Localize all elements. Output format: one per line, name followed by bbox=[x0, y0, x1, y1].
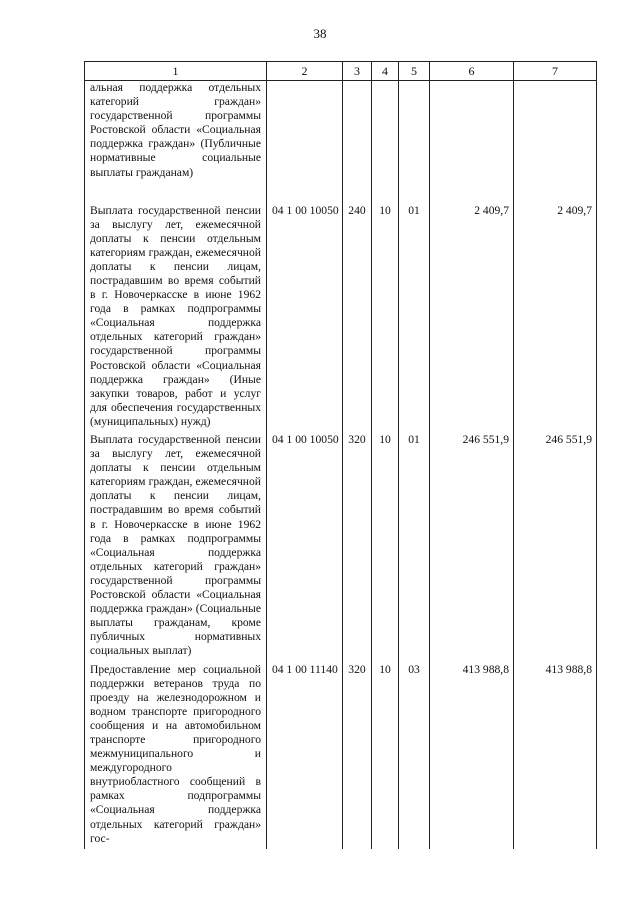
row-amount-1 bbox=[430, 81, 514, 203]
column-header: 5 bbox=[399, 62, 430, 81]
row-expense-type: 240 bbox=[343, 203, 372, 433]
row-expense-type: 320 bbox=[343, 662, 372, 849]
row-target-code: 04 1 00 10050 bbox=[267, 432, 343, 662]
row-amount-2: 2 409,7 bbox=[514, 203, 597, 433]
row-description: Предоставление мер социальной поддержки ветеранов труда по проезду на железнодорожном и водном транспорте пригородного сообщения и на автомобильном транспорте пригородного межмуниципального и междугородного внутриобластного сообщений в рамках подпрограммы «Социальная поддержка отдельных категорий граждан» гос- bbox=[85, 662, 267, 849]
column-header: 6 bbox=[430, 62, 514, 81]
column-header: 7 bbox=[514, 62, 597, 81]
column-header: 2 bbox=[267, 62, 343, 81]
row-description: альная поддержка отдельных категорий граждан» государственной программы Ростовской области «Социальная поддержка граждан» (Публичные нормативные социальные выплаты гражданам) bbox=[85, 81, 267, 203]
row-subsection: 03 bbox=[399, 662, 430, 849]
row-section: 10 bbox=[372, 662, 399, 849]
budget-table bbox=[84, 61, 597, 849]
table-row bbox=[85, 203, 597, 433]
row-expense-type bbox=[343, 81, 372, 203]
column-header: 4 bbox=[372, 62, 399, 81]
row-target-code: 04 1 00 11140 bbox=[267, 662, 343, 849]
row-amount-1: 246 551,9 bbox=[430, 432, 514, 662]
row-amount-2: 413 988,8 bbox=[514, 662, 597, 849]
row-description: Выплата государственной пенсии за выслугу лет, ежемесячной доплаты к пенсии отдельным категориям граждан, ежемесячной доплаты к пенсии лицам, пострадавшим во время событий в г. Новочеркасске в июне 1962 года в рамках подпрограммы «Социальная поддержка отдельных категорий граждан» государственной программы Ростовской области «Социальная поддержка граждан» (Социальные выплаты гражданам, кроме публичных нормативных социальных выплат) bbox=[85, 432, 267, 662]
table-row bbox=[85, 662, 597, 849]
row-amount-2 bbox=[514, 81, 597, 203]
row-section: 10 bbox=[372, 203, 399, 433]
row-subsection bbox=[399, 81, 430, 203]
row-amount-2: 246 551,9 bbox=[514, 432, 597, 662]
table-row bbox=[85, 81, 597, 203]
column-header: 1 bbox=[85, 62, 267, 81]
table-header bbox=[85, 62, 597, 81]
row-section bbox=[372, 81, 399, 203]
row-description: Выплата государственной пенсии за выслугу лет, ежемесячной доплаты к пенсии отдельным категориям граждан, ежемесячной доплаты к пенсии лицам, пострадавшим во время событий в г. Новочеркасске в июне 1962 года в рамках подпрограммы «Социальная поддержка отдельных категорий граждан» государственной программы Ростовской области «Социальная поддержка граждан» (Иные закупки товаров, работ и услуг для обеспечения государственных (муниципальных) нужд) bbox=[85, 203, 267, 433]
row-subsection: 01 bbox=[399, 203, 430, 433]
column-header: 3 bbox=[343, 62, 372, 81]
table-row bbox=[85, 432, 597, 662]
row-amount-1: 2 409,7 bbox=[430, 203, 514, 433]
page-number: 38 bbox=[313, 26, 327, 41]
row-subsection: 01 bbox=[399, 432, 430, 662]
row-target-code: 04 1 00 10050 bbox=[267, 203, 343, 433]
row-expense-type: 320 bbox=[343, 432, 372, 662]
row-amount-1: 413 988,8 bbox=[430, 662, 514, 849]
row-target-code bbox=[267, 81, 343, 203]
row-section: 10 bbox=[372, 432, 399, 662]
